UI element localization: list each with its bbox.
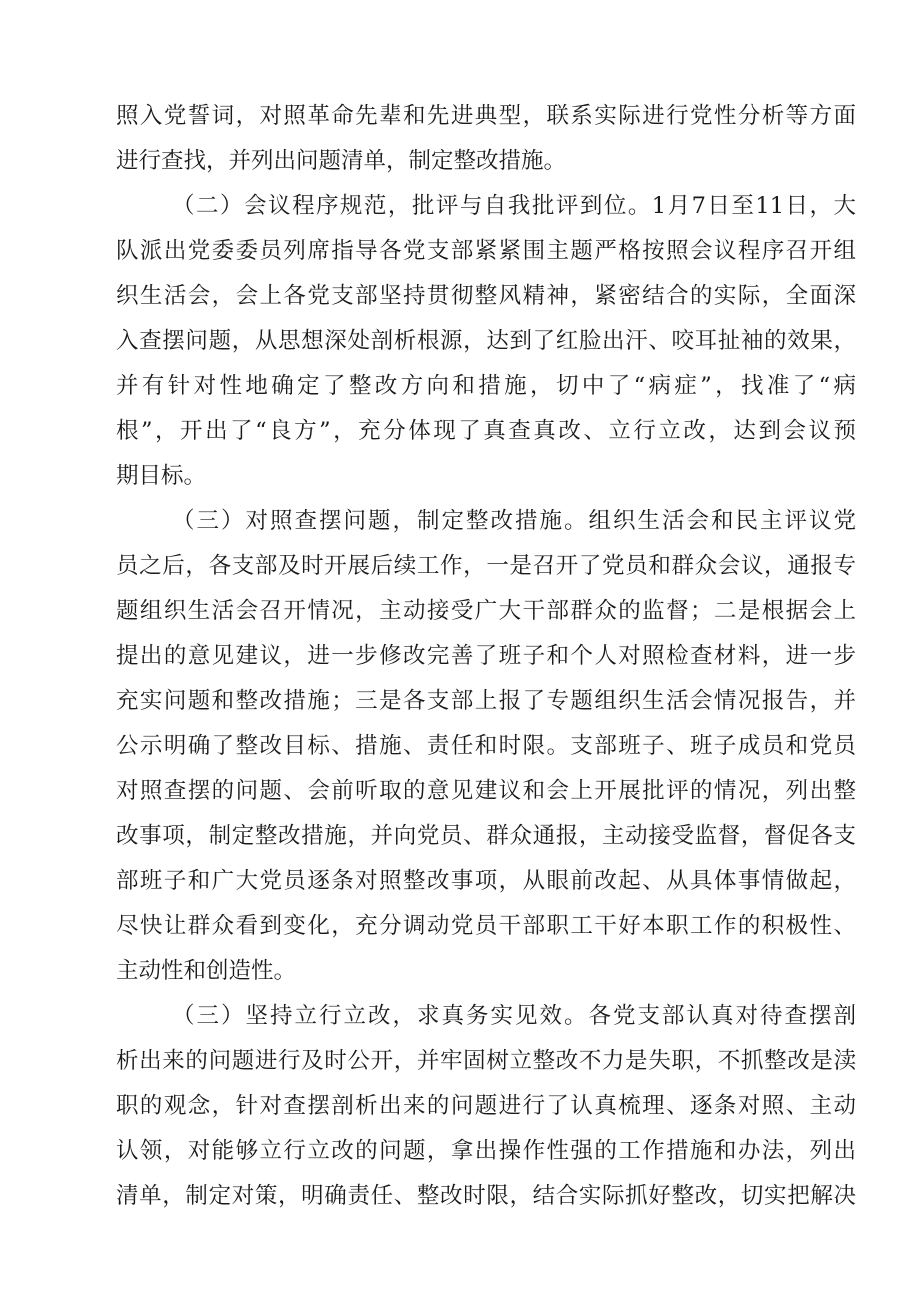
text-line: 织生活会，会上各党支部坚持贯彻整风精神，紧密结合的实际，全面深 xyxy=(116,283,856,309)
text-line: 提出的意见建议，进一步修改完善了班子和个人对照检查材料，进一步 xyxy=(116,643,856,669)
text-line: 入查摆问题，从思想深处剖析根源，达到了红脸出汗、咬耳扯袖的效果， xyxy=(116,328,856,354)
text-line: 主动性和创造性。 xyxy=(116,958,297,984)
text-line: 部班子和广大党员逐条对照整改事项，从眼前改起、从具体事情做起， xyxy=(116,868,856,894)
text-line: 认领，对能够立行立改的问题，拿出操作性强的工作措施和办法，列出 xyxy=(116,1138,856,1164)
paragraph-heading-line: （三）对照查摆问题，制定整改措施。组织生活会和民主评议党 xyxy=(172,508,856,534)
text-line: 充实问题和整改措施；三是各支部上报了专题组织生活会情况报告，并 xyxy=(116,688,856,714)
text-line: 期目标。 xyxy=(116,463,207,489)
text-line: 析出来的问题进行及时公开，并牢固树立整改不力是失职，不抓整改是渎 xyxy=(116,1048,856,1074)
text-line: 并有针对性地确定了整改方向和措施，切中了“病症”，找准了“病 xyxy=(116,373,856,399)
text-line: 公示明确了整改目标、措施、责任和时限。支部班子、班子成员和党员 xyxy=(116,733,856,759)
text-line: 进行查找，并列出问题清单，制定整改措施。 xyxy=(116,148,567,174)
text-line: 尽快让群众看到变化，充分调动党员干部职工干好本职工作的积极性、 xyxy=(116,913,856,939)
text-line: 题组织生活会召开情况，主动接受广大干部群众的监督；二是根据会上 xyxy=(116,598,856,624)
text-line: 队派出党委委员列席指导各党支部紧紧围主题严格按照会议程序召开组 xyxy=(116,238,856,264)
text-line: 职的观念，针对查摆剖析出来的问题进行了认真梳理、逐条对照、主动 xyxy=(116,1093,856,1119)
paragraph-heading-line: （三）坚持立行立改，求真务实见效。各党支部认真对待查摆剖 xyxy=(172,1003,856,1029)
text-line: 员之后，各支部及时开展后续工作，一是召开了党员和群众会议，通报专 xyxy=(116,553,856,579)
text-line: 根”，开出了“良方”，充分体现了真查真改、立行立改，达到会议预 xyxy=(116,418,856,444)
paragraph-heading-line: （二）会议程序规范，批评与自我批评到位。1月7日至11日，大 xyxy=(172,193,856,219)
text-line: 照入党誓词，对照革命先辈和先进典型，联系实际进行党性分析等方面 xyxy=(116,103,856,129)
text-line: 对照查摆的问题、会前听取的意见建议和会上开展批评的情况，列出整 xyxy=(116,778,856,804)
text-line: 改事项，制定整改措施，并向党员、群众通报，主动接受监督，督促各支 xyxy=(116,823,856,849)
text-line: 清单，制定对策，明确责任、整改时限，结合实际抓好整改，切实把解决 xyxy=(116,1183,856,1209)
